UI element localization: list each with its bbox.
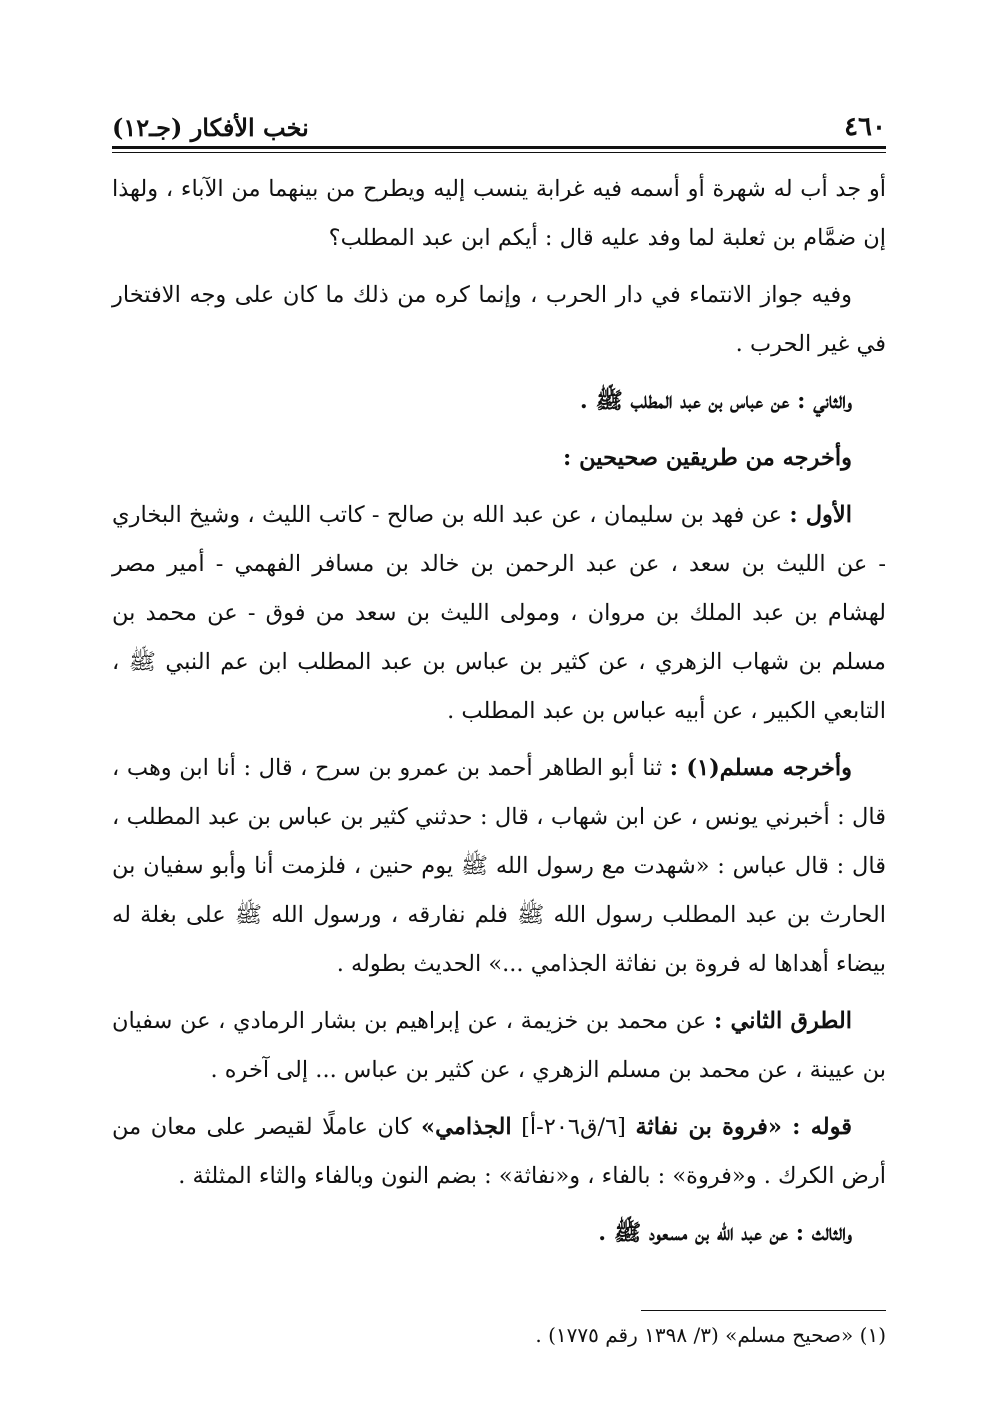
paragraph-body: عن محمد بن خزيمة ، عن إبراهيم بن بشار الرمادي ، عن سفيان بن عيينة ، عن محمد بن مسلم الزهري ، عن كثير بن عباس ... إلى آخره . — [112, 1008, 886, 1083]
paragraph — [112, 491, 886, 736]
paragraph-lead: الأول : — [789, 502, 852, 528]
paragraph — [112, 1103, 886, 1201]
page — [112, 96, 886, 1266]
page-header — [112, 96, 886, 142]
manuscript-ref: [٦/ق٢٠٦-أ] — [511, 1114, 636, 1140]
paragraph: وفيه جواز الانتماء في دار الحرب ، وإنما كره من ذلك ما كان على وجه الافتخار في غير الحرب . — [112, 282, 886, 357]
paragraph — [112, 744, 886, 989]
paragraph-body: ثنا أبو الطاهر أحمد بن عمرو بن سرح ، قال : أنا ابن وهب ، قال : أخبرني يونس ، عن ابن شهاب ، قال : حدثني كثير بن عباس بن عبد المطلب ، قال : قال عباس : «شهدت مع رسول الله ﷺ يوم حنين ، فلزمت أنا وأبو سفيان بن الحارث بن عبد المطلب رسول الله ﷺ فلم نفارقه ، ورسول الله ﷺ على بغلة له بيضاء أهداها له فروة بن نفاثة الجذامي ...» الحديث بطوله . — [112, 755, 886, 977]
paragraph-lead: وأخرجه مسلم(١) : — [669, 755, 852, 781]
footnote-rule — [641, 1310, 886, 1311]
header-rule-thick — [112, 146, 886, 149]
header-rule-thin — [112, 152, 886, 153]
section-heading: والثالث : عن عبد الله بن مسعود ﷺ . — [598, 1220, 852, 1246]
paragraph-lead: قوله : «فروة بن نفاثة — [635, 1114, 852, 1140]
running-title: نخب الأفكار (جـ١٢) — [112, 113, 309, 142]
section-heading: وأخرجه من طريقين صحيحين : — [563, 445, 852, 471]
footnote: (١) «صحيح مسلم» (٣/ ١٣٩٨ رقم ١٧٧٥) . — [535, 1323, 886, 1347]
body-text — [112, 165, 886, 1258]
paragraph-body: عن فهد بن سليمان ، عن عبد الله بن صالح - كاتب الليث ، وشيخ البخاري - عن الليث بن سعد ، عن عبد الرحمن بن خالد بن مسافر الفهمي - أمير مصر لهشام بن عبد الملك بن مروان ، ومولى الليث بن سعد من فوق - عن محمد بن مسلم بن شهاب الزهري ، عن كثير بن عباس بن عبد المطلب ابن عم النبي ﷺ ، التابعي الكبير ، عن أبيه عباس بن عبد المطلب . — [112, 502, 886, 724]
paragraph-lead: الجذامي» — [421, 1114, 512, 1140]
paragraph: أو جد أب له شهرة أو أسمه فيه غرابة ينسب إليه ويطرح من بينهما من الآباء ، ولهذا إن ضمَّام بن ثعلبة لما وفد عليه قال : أيكم ابن عبد المطلب؟ — [112, 176, 886, 251]
footnotes — [112, 1310, 886, 1347]
paragraph — [112, 997, 886, 1095]
paragraph-lead: الطرق الثاني : — [713, 1008, 852, 1034]
section-heading: والثاني : عن عباس بن عبد المطلب ﷺ . — [579, 388, 852, 414]
page-number: ٤٦٠ — [844, 112, 886, 142]
paragraph-body: كان عاملًا لقيصر على معان من أرض الكرك . و«فروة» : بالفاء ، و«نفاثة» : بضم النون وبالفاء والثاء المثلثة . — [112, 1114, 886, 1189]
